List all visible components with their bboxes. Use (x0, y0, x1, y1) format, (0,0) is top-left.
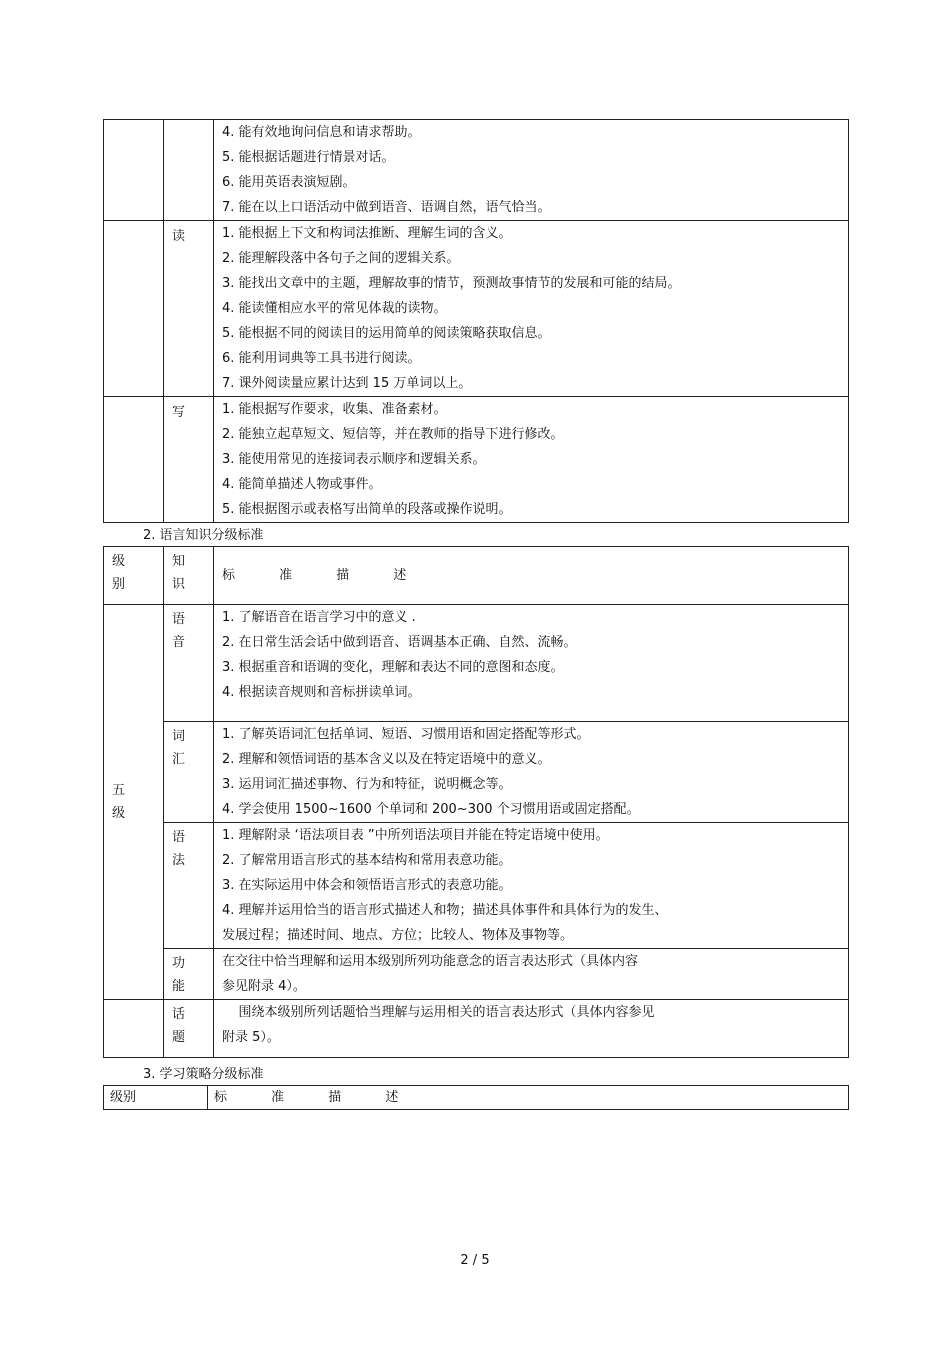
list-item: 参见附录 4）。 (222, 979, 306, 994)
level-cell-empty (104, 120, 164, 221)
knowledge-label-vocabulary (164, 722, 214, 823)
list-item: 2. 了解常用语言形式的基本结构和常用表意功能。 (222, 853, 512, 868)
skill-label-reading: 读 (164, 221, 214, 397)
header-knowledge (164, 547, 214, 605)
level-char: 五 (112, 783, 126, 798)
knowledge-char: 词 (172, 729, 186, 744)
knowledge-char: 能 (172, 979, 186, 994)
list-item: 6. 能利用词典等工具书进行阅读。 (222, 351, 421, 366)
header-level-text: 级别 (110, 1089, 137, 1105)
list-item: 5. 能根据话题进行情景对话。 (222, 150, 395, 165)
learning-strategy-table (103, 1085, 849, 1110)
topic-items (214, 1000, 849, 1058)
list-item: 1. 了解语音在语言学习中的意义 . (222, 610, 416, 625)
knowledge-char: 功 (172, 956, 186, 971)
skill-cell-speaking (164, 120, 214, 221)
list-item: 3. 能找出文章中的主题，理解故事的情节，预测故事情节的发展和可能的结局。 (222, 276, 681, 291)
knowledge-label-phonetics (164, 605, 214, 722)
function-items (214, 949, 849, 1000)
section-title: 3. 学习策略分级标准 (143, 1067, 264, 1082)
list-item: 2. 能独立起草短文、短信等，并在教师的指导下进行修改。 (222, 427, 564, 442)
list-item: 4. 学会使用 1500~1600 个单词和 200~300 个习惯用语或固定搭配。 (222, 802, 640, 817)
list-item: 发展过程；描述时间、地点、方位；比较人、物体及事物等。 (222, 928, 574, 943)
header-level-char: 别 (112, 577, 126, 592)
list-item: 3. 在实际运用中体会和领悟语言形式的表意功能。 (222, 878, 512, 893)
knowledge-char: 题 (172, 1030, 186, 1045)
knowledge-char: 话 (172, 1007, 186, 1022)
header-description (214, 547, 849, 605)
knowledge-char: 汇 (172, 752, 186, 767)
skill-label-writing: 写 (164, 397, 214, 523)
list-item: 4. 能有效地询问信息和请求帮助。 (222, 125, 421, 140)
knowledge-char: 法 (172, 853, 186, 868)
header-knowledge-char: 识 (172, 577, 186, 592)
knowledge-char: 语 (172, 830, 186, 845)
list-item: 1. 能根据上下文和构词法推断、理解生词的含义。 (222, 226, 512, 241)
list-item: 4. 理解并运用恰当的语言形式描述人和物；描述具体事件和具体行为的发生、 (222, 903, 668, 918)
list-item: 3. 运用词汇描述事物、行为和特征，说明概念等。 (222, 777, 512, 792)
language-knowledge-table (103, 546, 849, 1058)
list-item: 4. 根据读音规则和音标拼读单词。 (222, 685, 421, 700)
list-item: 6. 能用英语表演短剧。 (222, 175, 356, 190)
grammar-items (214, 823, 849, 949)
header-level (104, 547, 164, 605)
list-item: 3. 能使用常见的连接词表示顺序和逻辑关系。 (222, 452, 486, 467)
list-item: 2. 能理解段落中各句子之间的逻辑关系。 (222, 251, 460, 266)
header-level (104, 1086, 208, 1110)
section-title: 2. 语言知识分级标准 (143, 528, 264, 543)
level-cell-empty (104, 221, 164, 397)
list-item: 4. 能简单描述人物或事件。 (222, 477, 382, 492)
writing-items (214, 397, 849, 523)
header-description (208, 1086, 849, 1110)
list-item: 5. 能根据不同的阅读目的运用简单的阅读策略获取信息。 (222, 326, 551, 341)
header-description-text: 标 准 描 述 (214, 1089, 419, 1105)
level-char: 级 (112, 806, 126, 821)
knowledge-label-grammar (164, 823, 214, 949)
speaking-items (214, 120, 849, 221)
list-item: 附录 5）。 (222, 1030, 280, 1045)
list-item: 2. 理解和领悟词语的基本含义以及在特定语境中的意义。 (222, 752, 551, 767)
vocabulary-items (214, 722, 849, 823)
page-number: 2 / 5 (460, 1253, 490, 1268)
level-cell-empty (104, 397, 164, 523)
level-five-cell (104, 605, 164, 1000)
knowledge-char: 音 (172, 635, 186, 650)
list-item: 7. 课外阅读量应累计达到 15 万单词以上。 (222, 376, 472, 391)
list-item: 4. 能读懂相应水平的常见体裁的读物。 (222, 301, 447, 316)
list-item: 在交往中恰当理解和运用本级别所列功能意念的语言表达形式（具体内容 (222, 954, 639, 969)
list-item: 3. 根据重音和语调的变化，理解和表达不同的意图和态度。 (222, 660, 564, 675)
list-item: 1. 能根据写作要求，收集、准备素材。 (222, 402, 447, 417)
list-item: 5. 能根据图示或表格写出简单的段落或操作说明。 (222, 502, 512, 517)
header-knowledge-char: 知 (172, 554, 186, 569)
level-cell-empty (104, 1000, 164, 1058)
header-description-text: 标 准 描 述 (222, 568, 427, 583)
phonetics-items (214, 605, 849, 722)
list-item: 1. 理解附录 ‘语法项目表 ”中所列语法项目并能在特定语境中使用。 (222, 828, 609, 843)
list-item: 1. 了解英语词汇包括单词、短语、习惯用语和固定搭配等形式。 (222, 727, 590, 742)
knowledge-label-topic (164, 1000, 214, 1058)
knowledge-label-function (164, 949, 214, 1000)
knowledge-char: 语 (172, 612, 186, 627)
list-item: 2. 在日常生活会话中做到语音、语调基本正确、自然、流畅。 (222, 635, 577, 650)
list-item: 围绕本级别所列话题恰当理解与运用相关的语言表达形式（具体内容参见 (222, 1005, 655, 1020)
reading-items (214, 221, 849, 397)
header-level-char: 级 (112, 554, 126, 569)
skills-table (103, 119, 849, 523)
list-item: 7. 能在以上口语活动中做到语音、语调自然，语气恰当。 (222, 200, 551, 215)
